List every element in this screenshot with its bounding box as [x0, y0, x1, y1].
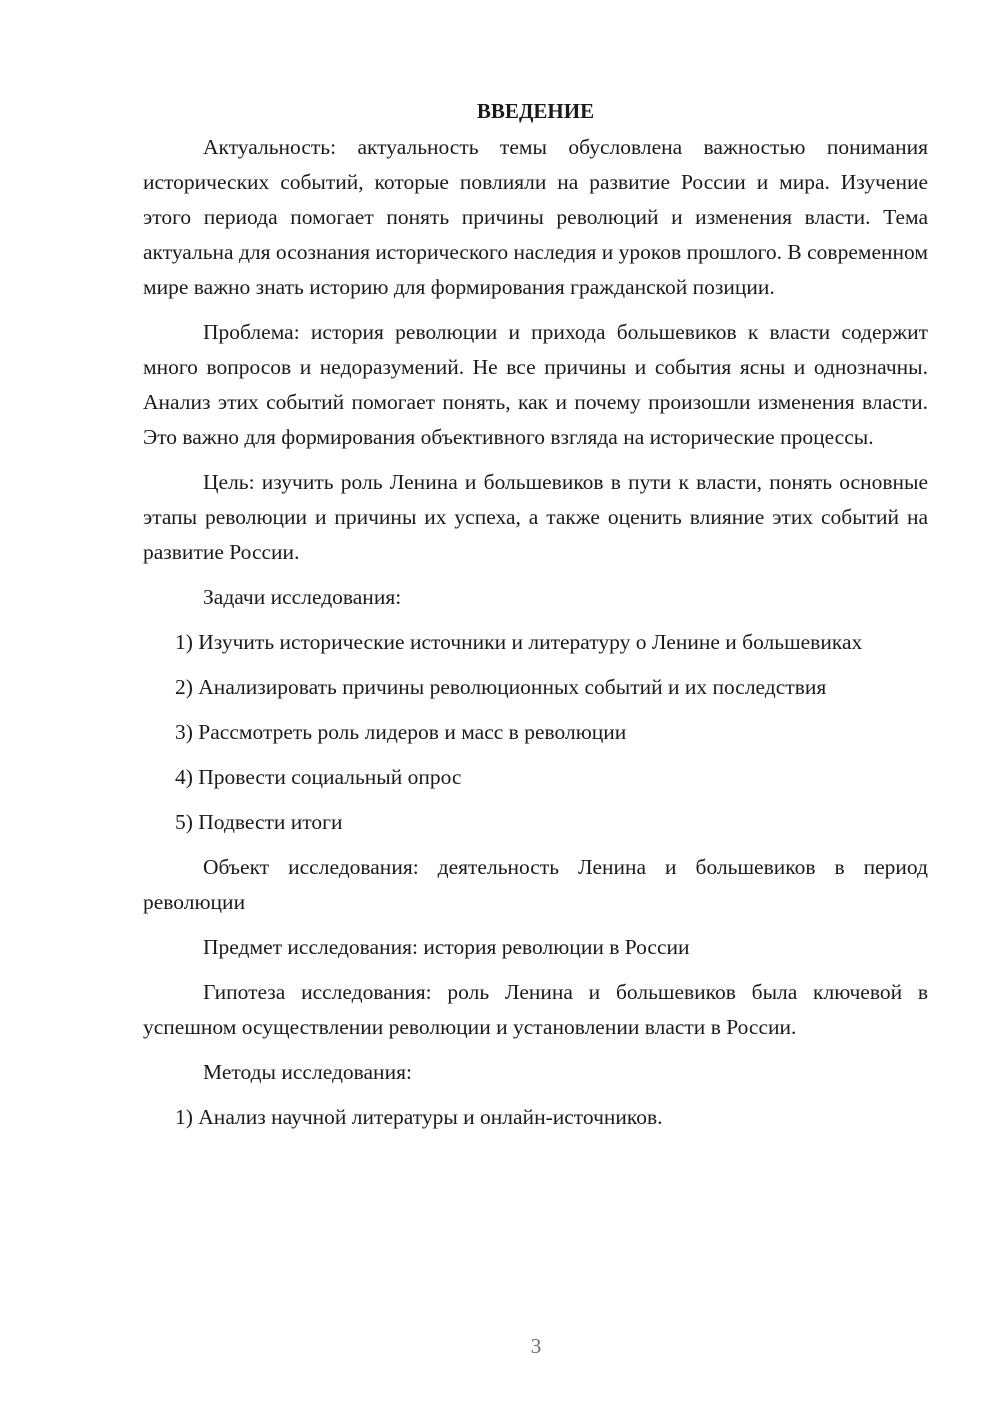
- task-item: 4) Провести социальный опрос: [175, 765, 462, 789]
- document-page: [143, 96, 928, 1145]
- hypothesis-paragraph: Гипотеза исследования: роль Ленина и большевиков была ключевой в успешном осуществлении революции и установлении власти в России.: [143, 980, 928, 1039]
- method-item: 1) Анализ научной литературы и онлайн-источников.: [175, 1105, 663, 1129]
- task-item: 1) Изучить исторические источники и литературу о Ленине и большевиках: [175, 630, 863, 654]
- problem-paragraph: Проблема: история революции и прихода большевиков к власти содержит много вопросов и недоразумений. Не все причины и события ясны и однозначны. Анализ этих событий помогает понять, как и почему произошли изменения власти. Это важно для формирования объективного взгляда на исторические процессы.: [143, 320, 928, 449]
- task-item: 5) Подвести итоги: [175, 810, 343, 834]
- tasks-heading: Задачи исследования:: [203, 585, 402, 609]
- object-paragraph: Объект исследования: деятельность Ленина и большевиков в период революции: [143, 855, 928, 914]
- methods-heading: Методы исследования:: [203, 1060, 412, 1084]
- section-heading: ВВЕДЕНИЕ: [476, 99, 595, 123]
- page-number: 3: [530, 1334, 542, 1358]
- goal-paragraph: Цель: изучить роль Ленина и большевиков в пути к власти, понять основные этапы революции и причины их успеха, а также оценить влияние этих событий на развитие России.: [143, 470, 928, 564]
- task-item: 2) Анализировать причины революционных событий и их последствия: [175, 675, 827, 699]
- subject-paragraph: Предмет исследования: история революции в России: [203, 935, 690, 959]
- relevance-paragraph: Актуальность: актуальность темы обусловлена важностью понимания исторических событий, которые повлияли на развитие России и мира. Изучение этого периода помогает понять причины революций и изменения власти. Тема актуальна для осознания исторического наследия и уроков прошлого. В современном мире важно знать историю для формирования гражданской позиции.: [143, 135, 928, 299]
- task-item: 3) Рассмотреть роль лидеров и масс в революции: [175, 720, 627, 744]
